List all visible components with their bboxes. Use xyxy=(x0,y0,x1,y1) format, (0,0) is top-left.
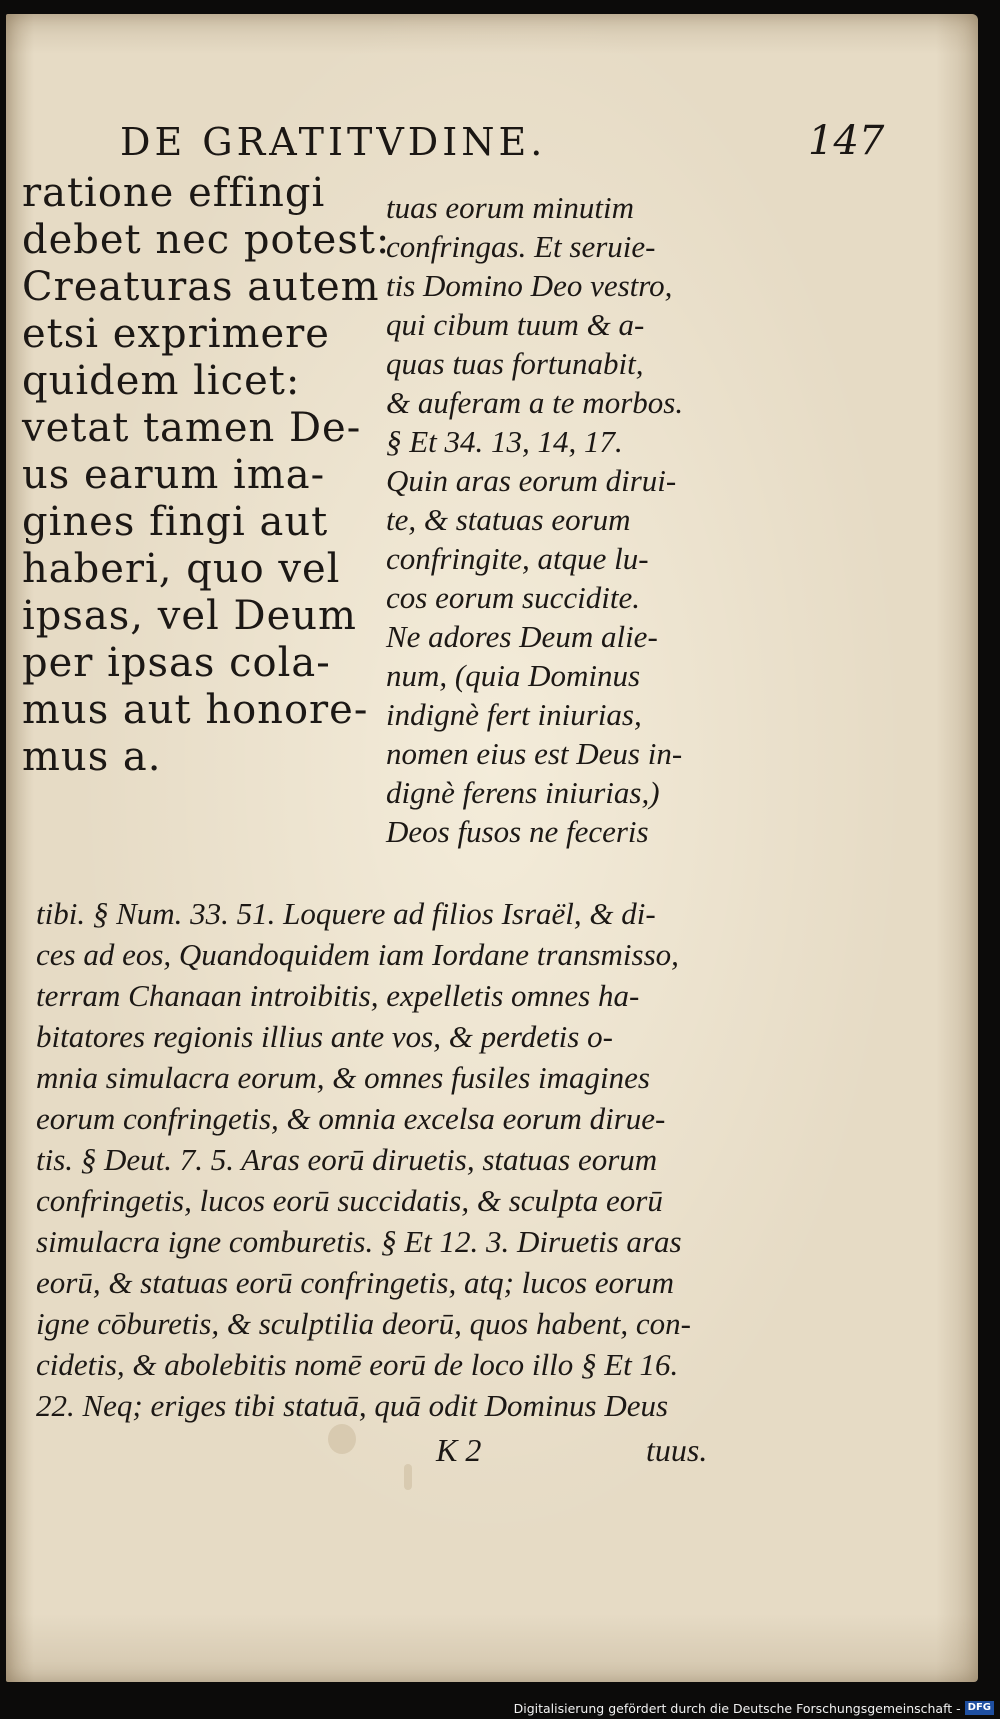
left-column-line: etsi exprimere xyxy=(22,311,330,357)
right-column-line: num, (quia Dominus xyxy=(386,658,641,693)
full-width-line: eorū, & statuas eorū confringetis, atq; lucos eorum xyxy=(36,1265,675,1300)
left-column-line: per ipsas cola- xyxy=(22,640,331,686)
right-column-line: Quin aras eorum dirui- xyxy=(386,463,677,498)
full-width-line: 22. Neq; eriges tibi statuā, quā odit Dominus Deus xyxy=(36,1388,669,1423)
full-width-line: bitatores regionis illius ante vos, & perdetis o- xyxy=(36,1019,613,1054)
full-width-line: confringetis, lucos eorū succidatis, & sculpta eorū xyxy=(36,1183,663,1218)
left-column-line: gines fingi aut xyxy=(22,499,329,545)
right-column-line: confringite, atque lu- xyxy=(386,541,649,576)
full-width-line: ces ad eos, Quandoquidem iam Iordane transmisso, xyxy=(36,937,679,972)
full-width-line: tis. § Deut. 7. 5. Aras eorū diruetis, statuas eorum xyxy=(36,1142,658,1177)
right-column-line: Deos fusos ne feceris xyxy=(386,814,649,849)
right-column-line: cos eorum succidite. xyxy=(386,580,640,615)
full-width-line: igne cōburetis, & sculptilia deorū, quos habent, con- xyxy=(36,1306,691,1341)
right-column-line: dignè ferens iniurias,) xyxy=(386,775,660,810)
right-column-line: § Et 34. 13, 14, 17. xyxy=(386,424,623,459)
left-column-line: quidem licet: xyxy=(22,358,301,404)
signature-mark: K 2 xyxy=(436,1432,482,1468)
full-width-line: cidetis, & abolebitis nomē eorū de loco illo § Et 16. xyxy=(36,1347,679,1382)
right-column-line: Ne adores Deum alie- xyxy=(386,619,658,654)
right-column-line: quas tuas fortunabit, xyxy=(386,346,644,381)
left-column-line: Creaturas autem xyxy=(22,264,380,310)
right-column-line: confringas. Et seruie- xyxy=(386,229,656,264)
left-column-line: mus a. xyxy=(22,734,162,780)
credit-text: Digitalisierung gefördert durch die Deutsche Forschungsgemeinschaft - xyxy=(513,1700,961,1716)
left-column-line: mus aut honore- xyxy=(22,687,369,733)
right-column-line: qui cibum tuum & a- xyxy=(386,307,645,342)
running-head-title: DE GRATITVDINE. xyxy=(120,120,547,164)
right-column-line: tuas eorum minutim xyxy=(386,190,634,225)
digitization-credit xyxy=(514,1699,994,1717)
full-width-line: terram Chanaan introibitis, expelletis omnes ha- xyxy=(36,978,640,1013)
page-stain xyxy=(404,1464,412,1490)
catchword: tuus. xyxy=(646,1432,708,1468)
left-column-line: ipsas, vel Deum xyxy=(22,593,357,639)
full-width-line: eorum confringetis, & omnia excelsa eorum dirue- xyxy=(36,1101,666,1136)
left-column-line: ratione effingi xyxy=(22,170,326,216)
page-number: 147 xyxy=(808,118,885,164)
right-column-line: tis Domino Deo vestro, xyxy=(386,268,673,303)
right-column-line: indignè fert iniurias, xyxy=(386,697,642,732)
full-width-line: mnia simulacra eorum, & omnes fusiles imagines xyxy=(36,1060,650,1095)
right-column-line: & auferam a te morbos. xyxy=(386,385,684,420)
page-stain xyxy=(328,1424,356,1454)
right-column-line: te, & statuas eorum xyxy=(386,502,631,537)
full-width-line: tibi. § Num. 33. 51. Loquere ad filios Israël, & di- xyxy=(36,896,656,931)
dfg-logo: DFG xyxy=(965,1701,994,1715)
left-column-line: haberi, quo vel xyxy=(22,546,341,592)
left-column-line: vetat tamen De- xyxy=(22,405,362,451)
left-column-line: us earum ima- xyxy=(22,452,326,498)
left-column-line: debet nec potest: xyxy=(22,217,391,263)
right-column-line: nomen eius est Deus in- xyxy=(386,736,683,771)
full-width-line: simulacra igne comburetis. § Et 12. 3. Diruetis aras xyxy=(36,1224,682,1259)
